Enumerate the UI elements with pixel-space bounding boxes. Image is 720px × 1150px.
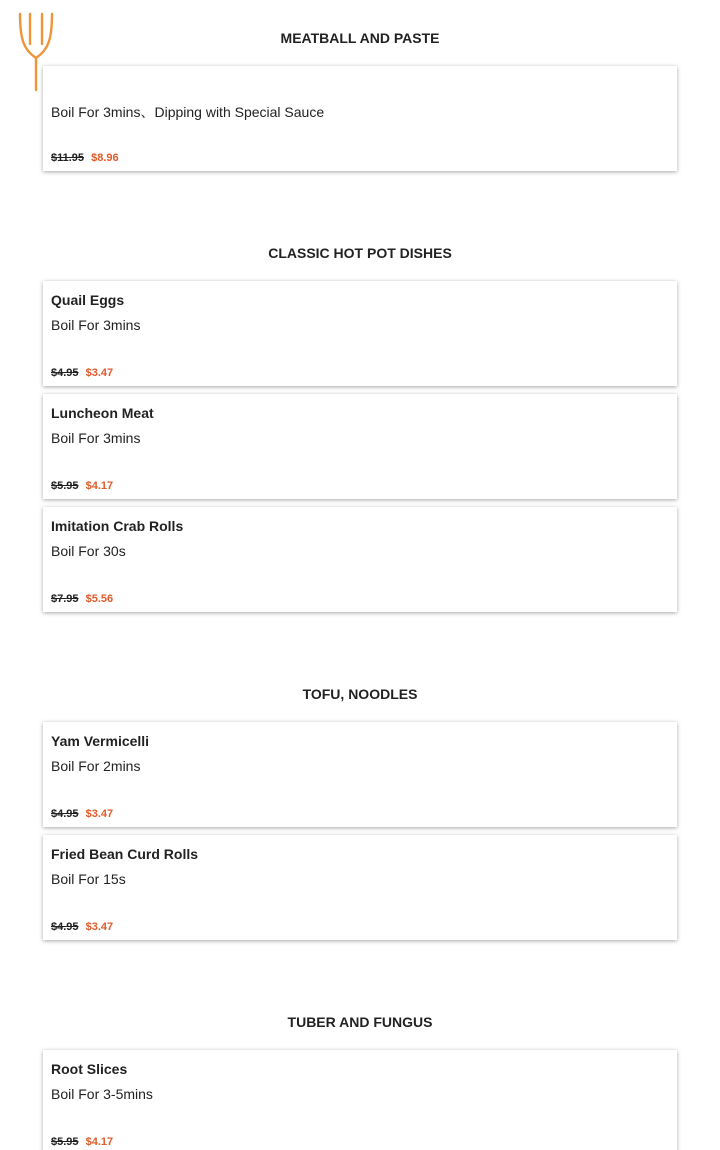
item-description: Boil For 15s [51,871,126,887]
old-price: $4.95 [51,367,79,379]
item-description: Boil For 3mins [51,317,141,333]
sale-price: $3.47 [85,808,114,820]
old-price: $5.95 [51,1136,79,1148]
item-prices [51,808,113,820]
old-price: $5.95 [51,480,79,492]
section-title: TUBER AND FUNGUS [287,1014,433,1030]
menu-item-card[interactable] [43,1050,677,1150]
sale-price: $4.17 [85,480,114,492]
item-prices [51,480,113,492]
item-description: Boil For 3mins [51,430,141,446]
sale-price: $3.47 [85,367,114,379]
sale-price: $8.96 [91,152,119,164]
item-name: Yam Vermicelli [51,733,150,749]
item-prices [51,367,113,379]
old-price: $4.95 [51,921,79,933]
section-title: MEATBALL AND PASTE [280,30,440,46]
section-title: CLASSIC HOT POT DISHES [268,245,452,261]
item-name: Quail Eggs [51,292,125,308]
menu-item-card[interactable] [43,66,677,171]
item-prices [51,921,113,933]
item-prices [51,152,119,164]
item-description: Boil For 3-5mins [51,1086,153,1102]
section-title: TOFU, NOODLES [302,686,418,702]
menu-item-card[interactable] [43,281,677,386]
item-name: Fried Bean Curd Rolls [51,846,199,862]
old-price: $4.95 [51,808,79,820]
item-prices [51,593,113,605]
sale-price: $4.17 [85,1136,114,1148]
old-price: $11.95 [51,152,85,164]
old-price: $7.95 [51,593,79,605]
item-prices [51,1136,113,1148]
item-name: Root Slices [51,1061,128,1077]
menu-item-card[interactable] [43,835,677,940]
menu-item-card[interactable] [43,722,677,827]
item-name: Luncheon Meat [51,405,154,421]
item-description: Boil For 3mins、Dipping with Special Sauce [51,104,325,120]
menu-item-card[interactable] [43,507,677,612]
sale-price: $5.56 [85,593,114,605]
item-description: Boil For 30s [51,543,126,559]
item-name: Imitation Crab Rolls [51,518,184,534]
menu-item-card[interactable] [43,394,677,499]
item-description: Boil For 2mins [51,758,141,774]
sale-price: $3.47 [85,921,114,933]
